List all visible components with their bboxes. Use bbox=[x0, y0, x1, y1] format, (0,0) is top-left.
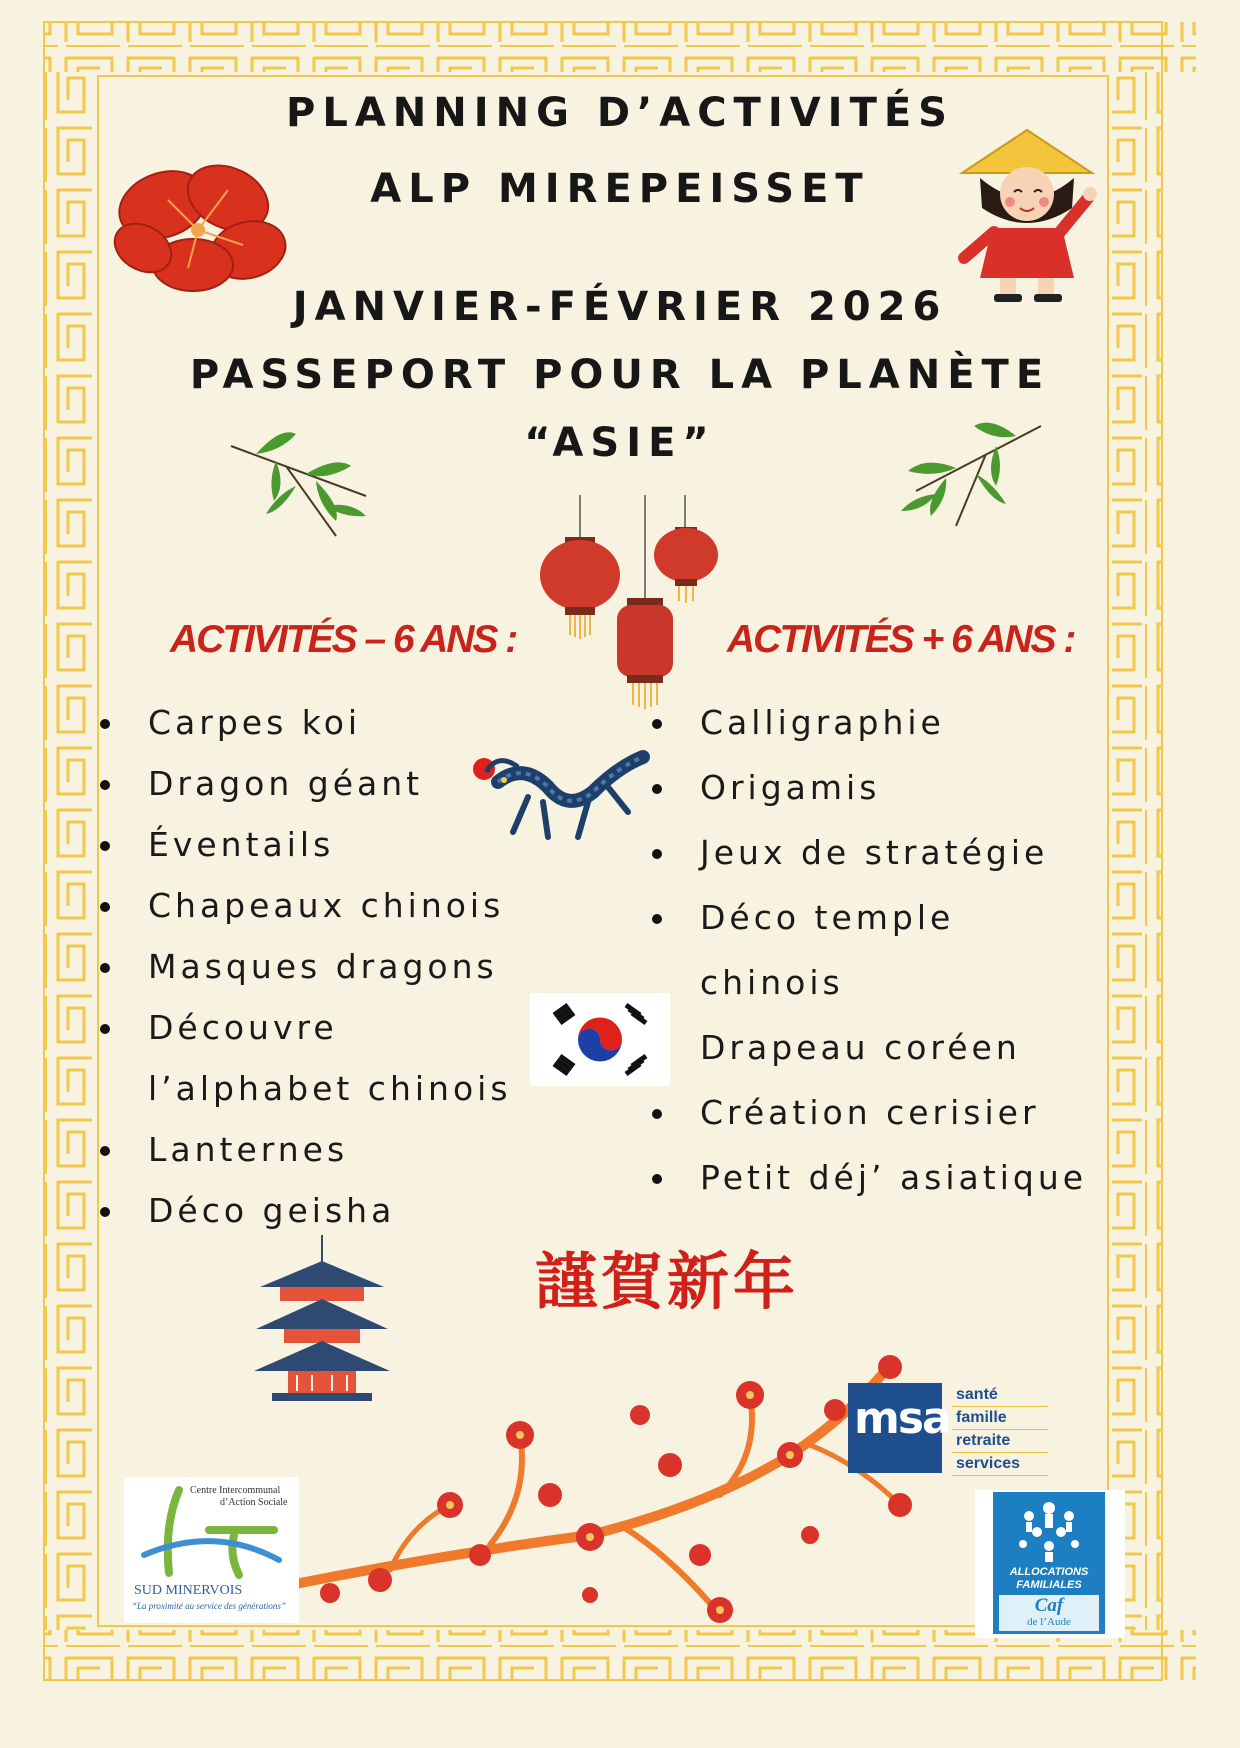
list-item bbox=[652, 1145, 1142, 1210]
list-item bbox=[100, 936, 540, 997]
bullet-icon bbox=[100, 963, 110, 973]
right-activity-list bbox=[652, 690, 1142, 1210]
bullet-icon bbox=[100, 902, 110, 912]
caf-line: FAMILIALES bbox=[1016, 1579, 1082, 1591]
bullet-icon bbox=[100, 719, 110, 729]
list-item bbox=[652, 755, 1142, 820]
bullet-icon bbox=[652, 1174, 662, 1184]
msa-line: famille bbox=[952, 1407, 1048, 1430]
bullet-icon bbox=[100, 1146, 110, 1156]
list-item-label: Dragon géant bbox=[148, 764, 424, 803]
bullet-icon bbox=[100, 1024, 110, 1034]
msa-logo bbox=[848, 1383, 950, 1473]
list-item-label: Drapeau coréen bbox=[700, 1028, 1021, 1067]
list-item-label: Création cerisier bbox=[700, 1093, 1040, 1132]
list-item bbox=[100, 875, 540, 936]
chinese-greeting: 謹賀新年 bbox=[535, 1245, 800, 1318]
title-line-5: “ASIE” bbox=[524, 420, 716, 466]
list-item-label: Découvre bbox=[148, 1008, 338, 1047]
caf-line: ALLOCATIONS bbox=[1009, 1566, 1089, 1578]
list-item bbox=[652, 1015, 1142, 1080]
list-item-label: Déco temple bbox=[700, 898, 955, 937]
title-line-1: PLANNING D’ACTIVITÉS bbox=[286, 90, 954, 136]
bullet-icon bbox=[652, 1109, 662, 1119]
bamboo-icon bbox=[226, 426, 376, 546]
msa-line: retraite bbox=[952, 1430, 1048, 1453]
list-item-label: Carpes koi bbox=[148, 703, 362, 742]
bullet-icon bbox=[652, 914, 662, 924]
red-flower-icon bbox=[108, 160, 288, 295]
list-item bbox=[652, 690, 1142, 755]
list-item-label: Calligraphie bbox=[700, 703, 945, 742]
cias-line: d’Action Sociale bbox=[220, 1497, 288, 1508]
list-item bbox=[652, 1080, 1142, 1145]
red-lanterns-icon bbox=[535, 495, 720, 715]
girl-in-conical-hat-icon bbox=[952, 128, 1102, 308]
bullet-icon bbox=[100, 780, 110, 790]
list-item-label: Déco geisha bbox=[148, 1191, 396, 1230]
right-column-heading: ACTIVITÉS + 6 ANS : bbox=[727, 618, 1075, 661]
list-item-label-continued: l’alphabet chinois bbox=[148, 1069, 512, 1108]
list-item-label: Masques dragons bbox=[148, 947, 498, 986]
blue-dragon-icon bbox=[468, 742, 658, 857]
bullet-icon bbox=[100, 841, 110, 851]
list-item-label: Éventails bbox=[148, 825, 335, 864]
caf-logo bbox=[975, 1490, 1125, 1638]
title-line-2: ALP MIREPEISSET bbox=[370, 166, 870, 212]
cias-line: SUD MINERVOIS bbox=[134, 1583, 243, 1598]
left-column-heading: ACTIVITÉS – 6 ANS : bbox=[170, 618, 517, 661]
cias-line: Centre Intercommunal bbox=[190, 1485, 281, 1496]
bullet-icon bbox=[100, 1207, 110, 1217]
msa-line: santé bbox=[952, 1384, 1048, 1407]
korean-flag-icon bbox=[530, 993, 670, 1086]
caf-bottom-panel bbox=[999, 1595, 1099, 1631]
caf-line: Caf bbox=[1034, 1595, 1064, 1616]
cias-sud-minervois-logo bbox=[124, 1477, 299, 1623]
cias-line: “La proximité au service des générations” bbox=[132, 1601, 286, 1611]
title-line-3: JANVIER-FÉVRIER 2026 bbox=[292, 284, 948, 330]
list-item-label: Lanternes bbox=[148, 1130, 349, 1169]
msa-letters: msa bbox=[854, 1393, 950, 1444]
list-item-label: Petit déj’ asiatique bbox=[700, 1158, 1088, 1197]
list-item-label: Origamis bbox=[700, 768, 881, 807]
caf-line: de l’Aude bbox=[1027, 1616, 1071, 1628]
list-item-label: Jeux de stratégie bbox=[700, 833, 1049, 872]
msa-line: services bbox=[952, 1453, 1048, 1476]
list-item bbox=[652, 820, 1142, 885]
list-item bbox=[100, 1180, 540, 1241]
list-item-label: Chapeaux chinois bbox=[148, 886, 505, 925]
msa-tagline bbox=[952, 1384, 1048, 1476]
list-item-label-continued: chinois bbox=[700, 963, 844, 1002]
caf-family-icon bbox=[1009, 1500, 1089, 1562]
caf-panel bbox=[993, 1492, 1105, 1634]
title-line-4: PASSEPORT POUR LA PLANÈTE bbox=[189, 352, 1051, 398]
list-item bbox=[100, 1119, 540, 1180]
list-item bbox=[652, 885, 1142, 1015]
cherry-blossom-branch-icon bbox=[290, 1355, 915, 1630]
list-item bbox=[100, 997, 540, 1119]
bamboo-icon bbox=[896, 416, 1046, 536]
bullet-icon bbox=[652, 719, 662, 729]
